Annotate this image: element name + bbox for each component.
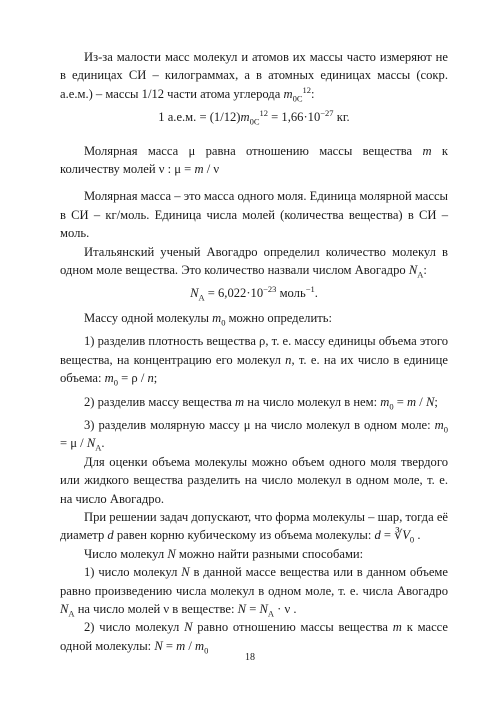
paragraph-count-method-2: 2) число молекул N равно отношению массы вещества m к массе одной молекулы: $N = m / m_0$ [60,620,449,656]
paragraph-molar-mass-definition: Молярная масса μ равна отношению массы вещества m к количеству молей ν : μ = m / ν [60,143,448,177]
formula-amu: 1 а.е.м. = $(1/12)m_{0С}^{12} = 1,66\cdot 10^{-27}$ кг. [158,108,350,127]
page-number: 18 [245,652,255,663]
paragraph-method-1: 1) разделив плотность вещества ρ, т. е. массу единицы объема этого вещества, на концентрацию его молекул n, т. е. на их число в единице объема: $m_0 = \rho / n$; [60,334,449,388]
paragraph-molecule-volume: Для оценки объема молекулы можно объем одного моля твердого или жидкого вещества разделить на число молекул в одном моле, т. е. на число Авогадро. [60,454,448,506]
paragraph-molecule-count-intro: Число молекул N можно найти разными способами: [84,546,364,561]
formula-avogadro: $N_А = 6,022\cdot 10^{-23}$ моль$^{-1}$. [190,284,318,303]
page-body [60,48,448,655]
paragraph-method-2: 2) разделив массу вещества m на число молекул в нем: $m_0 = m / N$; [84,394,438,412]
paragraph-count-method-1: 1) число молекул N в данной массе вещества или в данном объеме равно произведению числа молекул в одном моле, т. е. числа Авогадро $N_А$ на число молей ν в веществе: $N = N_А \cdot \nu$ . [60,565,448,619]
paragraph-method-3: 3) разделив молярную массу μ на число молекул в одном моле: $m_0 = \mu / N_А$. [60,417,448,453]
paragraph-molecule-mass-intro: Массу одной молекулы $m_0$ можно определить: [84,310,332,328]
paragraph-avogadro: Итальянский ученый Авогадро определил количество молекул в одном моле вещества. Это количество назвали числом Авогадро $N_А$: [60,244,448,280]
paragraph-molecule-diameter: При решении задач допускают, что форма молекулы – шар, тогда её диаметр d равен корню кубическому из объема молекулы: $d = ∛V_0$ . [60,509,448,545]
paragraph-molar-mass-units: Молярная масса – это масса одного моля. Единица молярной массы в СИ – кг/моль. Единица числа молей (количества вещества) в СИ – моль. [60,189,448,241]
paragraph-amu-intro: Из-за малости масс молекул и атомов их массы часто измеряют не в единицах СИ – килограммах, а в атомных единицах массы (сокр. а.е.м.) – массы 1/12 части атома углерода $m_{0С}^{12}$: [60,50,448,104]
